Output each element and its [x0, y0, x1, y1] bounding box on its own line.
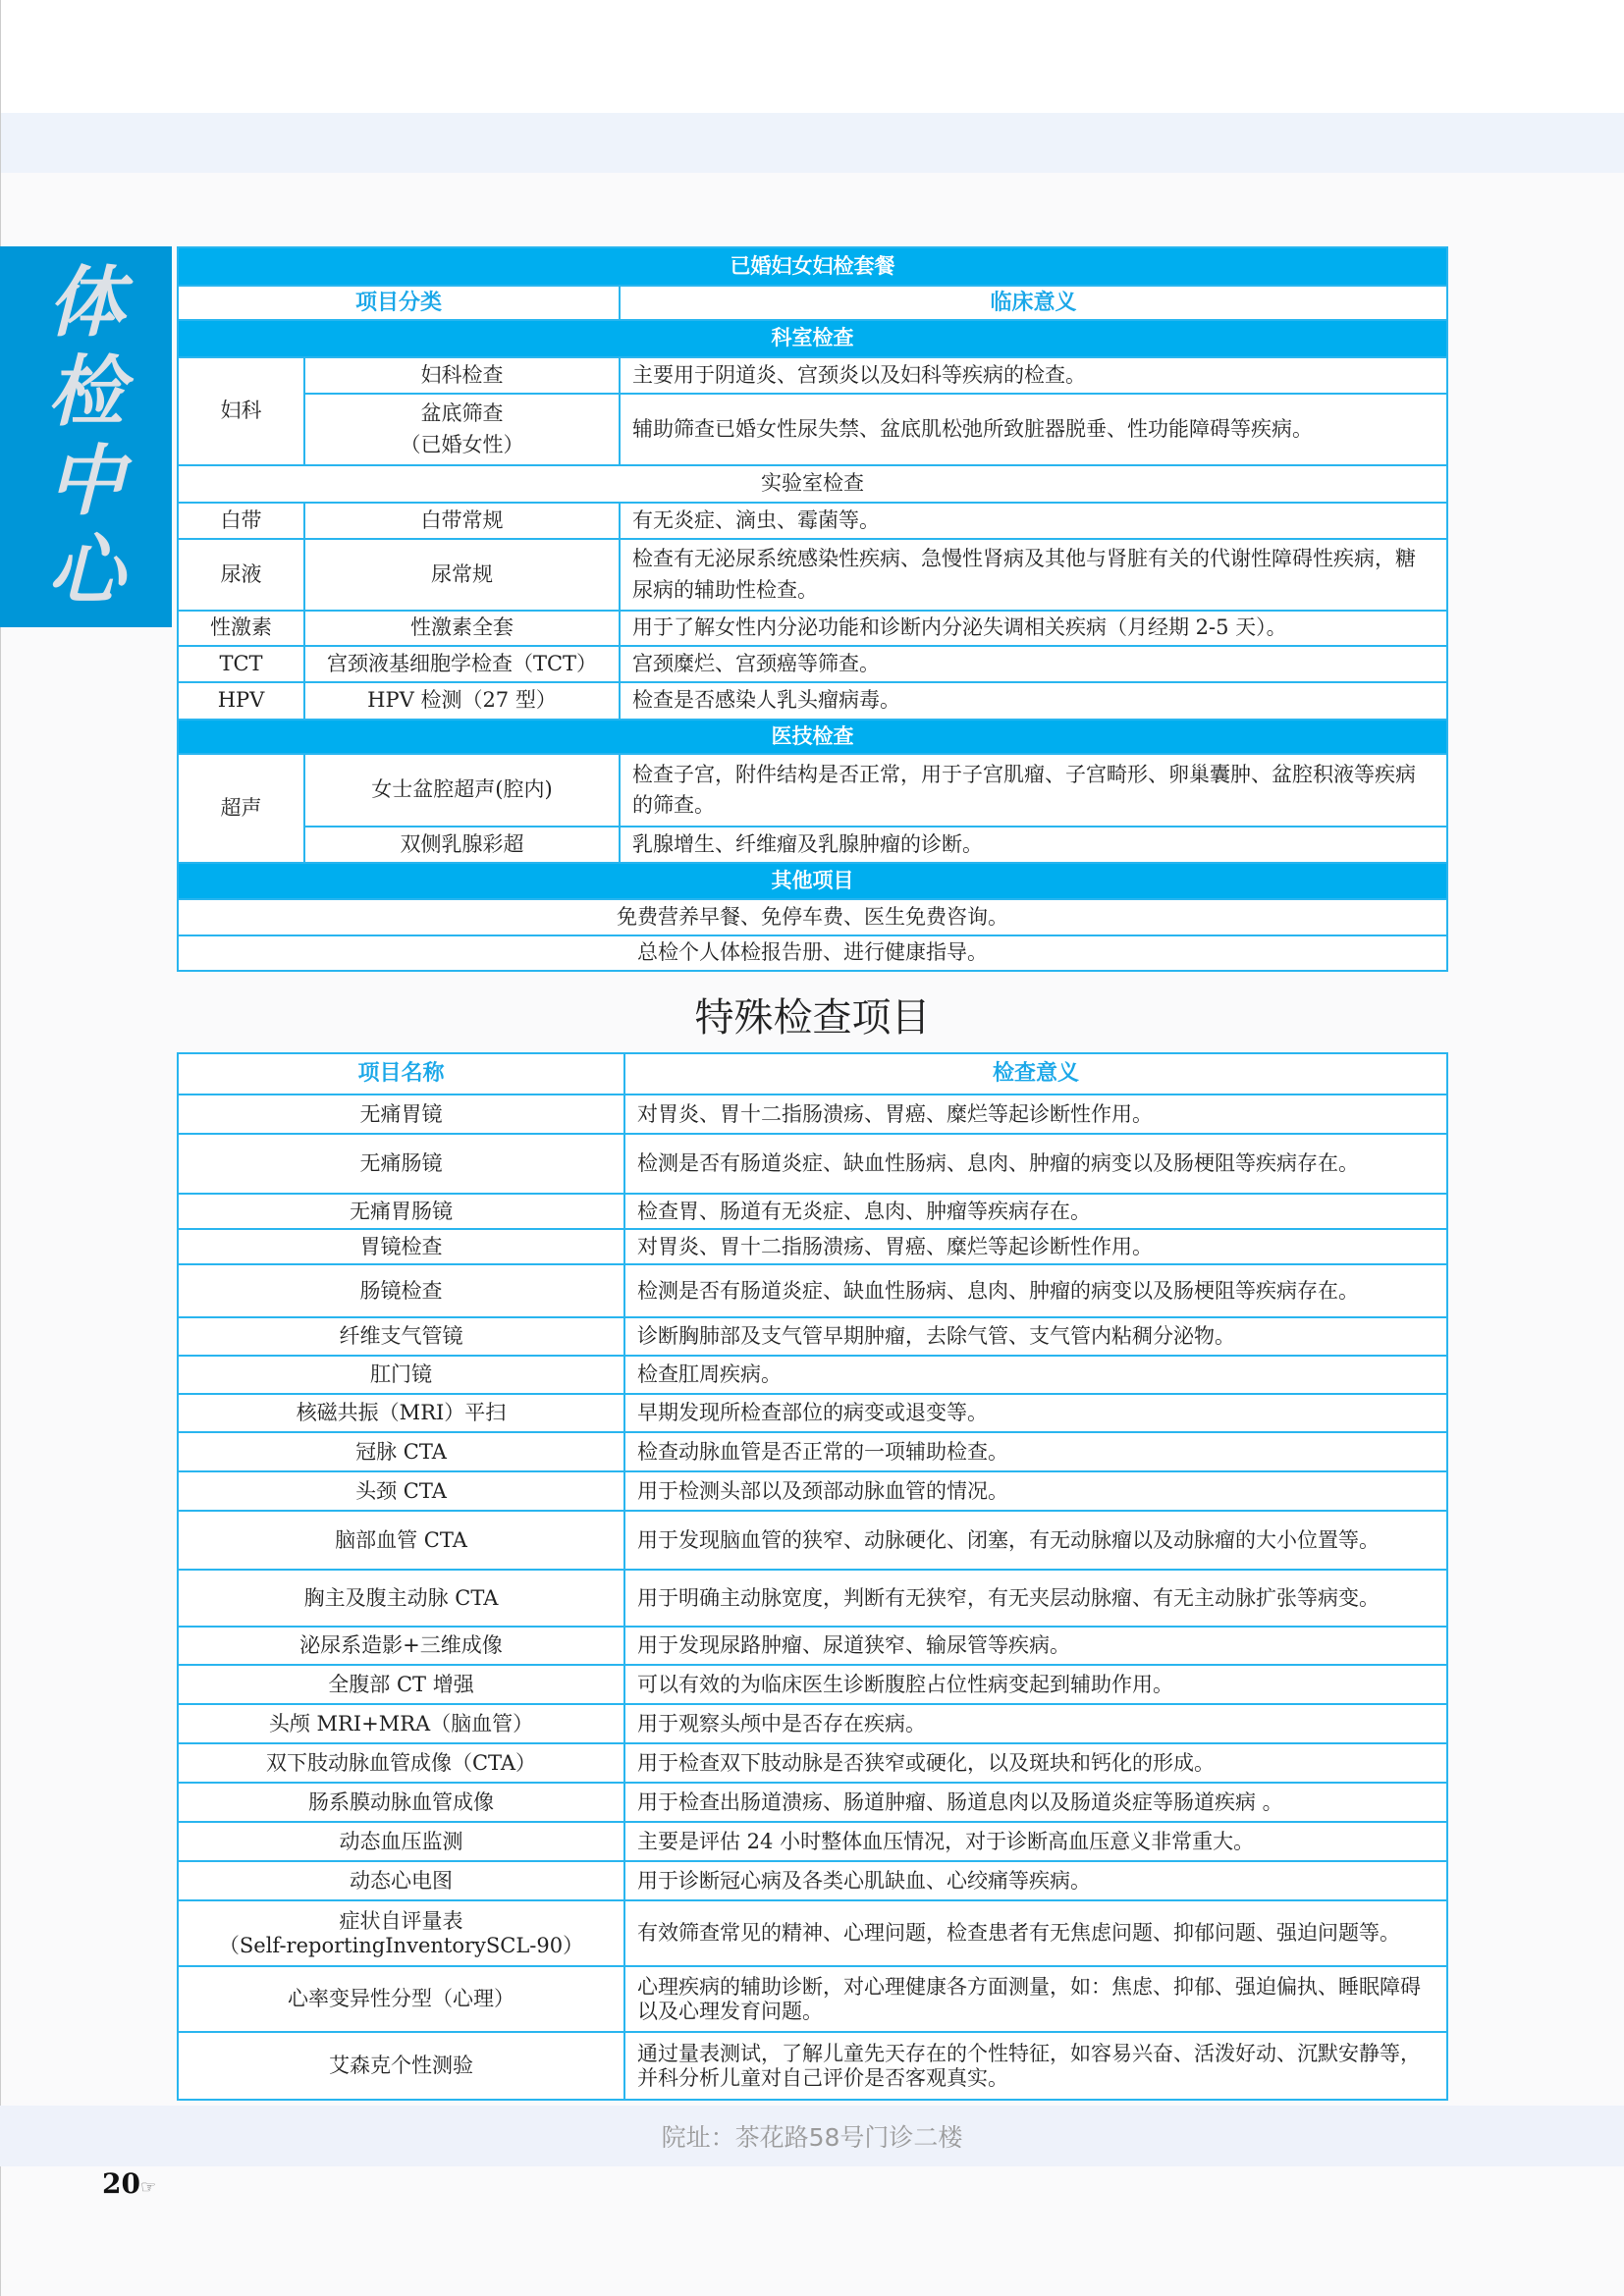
- item-name: 性激素全套: [304, 611, 620, 646]
- item-meaning: 诊断胸肺部及支气管早期肿瘤，去除气管、支气管内粘稠分泌物。: [624, 1317, 1447, 1356]
- package-table: [177, 246, 1448, 972]
- section-lab: 实验室检查: [178, 465, 1447, 503]
- table-row: [178, 1432, 1447, 1471]
- table-row: [178, 1900, 1447, 1966]
- item-meaning: 检测是否有肠道炎症、缺血性肠病、息肉、肿瘤的病变以及肠梗阻等疾病存在。: [624, 1134, 1447, 1194]
- item-name: [178, 1743, 624, 1783]
- item-name: [178, 2032, 624, 2100]
- table-row: [178, 1704, 1447, 1743]
- item-name: 宫颈液基细胞学检查（TCT）: [304, 646, 620, 682]
- special-table: [177, 1052, 1448, 2101]
- header-category: 项目分类: [178, 286, 620, 320]
- item-name: 妇科检查: [304, 357, 620, 394]
- table-row: [178, 1570, 1447, 1627]
- item-name: [178, 1194, 624, 1229]
- footer-address: 院址：茶花路58号门诊二楼: [661, 2123, 963, 2152]
- table-row: [178, 1665, 1447, 1704]
- item-meaning: 可以有效的为临床医生诊断腹腔占位性病变起到辅助作用。: [624, 1665, 1447, 1704]
- table-row: [178, 357, 1447, 394]
- item-name-line: 核磁共振（MRI）平扫: [296, 1401, 507, 1425]
- item-name-line: 全腹部 CT 增强: [328, 1672, 474, 1696]
- item-name: 尿常规: [304, 539, 620, 611]
- side-title-char: 检: [47, 347, 125, 437]
- section-other: 其他项目: [178, 863, 1447, 899]
- item-meaning: 用于发现尿路肿瘤、尿道狭窄、输尿管等疾病。: [624, 1627, 1447, 1665]
- item-meaning: 用于观察头颅中是否存在疾病。: [624, 1704, 1447, 1743]
- item-meaning: 用于检查出肠道溃疡、肠道肿瘤、肠道息肉以及肠道炎症等肠道疾病 。: [624, 1783, 1447, 1822]
- header-name: 项目名称: [178, 1053, 624, 1095]
- category-cell: TCT: [178, 646, 304, 682]
- package-title-row: [178, 247, 1447, 286]
- section-row: [178, 465, 1447, 503]
- item-name: 白带常规: [304, 503, 620, 539]
- item-name-line: 泌尿系造影+三维成像: [299, 1633, 503, 1658]
- footer-band: [0, 2106, 1624, 2166]
- item-name: [178, 1822, 624, 1861]
- table-row: [178, 1264, 1447, 1317]
- table-row: [178, 611, 1447, 646]
- table-row: [178, 1783, 1447, 1822]
- table-row: [178, 1317, 1447, 1356]
- item-name-line: 冠脉 CTA: [355, 1439, 447, 1464]
- table-row: [178, 1822, 1447, 1861]
- item-name-line: （Self-reportingInventorySCL-90）: [218, 1933, 584, 1957]
- category-cell: HPV: [178, 682, 304, 720]
- item-meaning: 有无炎症、滴虫、霉菌等。: [620, 503, 1447, 539]
- item-name-line: 动态血压监测: [339, 1829, 463, 1853]
- item-meaning: 乳腺增生、纤维瘤及乳腺肿瘤的诊断。: [620, 827, 1447, 863]
- item-meaning: 心理疾病的辅助诊断，对心理健康各方面测量，如：焦虑、抑郁、强迫偏执、睡眠障碍以及心理发育问题。: [624, 1966, 1447, 2032]
- item-name-line: 心率变异性分型（心理）: [288, 1987, 514, 2011]
- section-row: [178, 863, 1447, 899]
- item-name: [178, 1432, 624, 1471]
- item-name: [304, 394, 620, 465]
- section-row: [178, 320, 1447, 357]
- item-meaning: 通过量表测试，了解儿童先天存在的个性特征，如容易兴奋、活泼好动、沉默安静等，并科分析儿童对自己评价是否客观真实。: [624, 2032, 1447, 2100]
- table-row: [178, 1471, 1447, 1511]
- item-name: 女士盆腔超声(腔内): [304, 754, 620, 827]
- item-name-line: 动态心电图: [350, 1868, 453, 1893]
- item-name-line: 纤维支气管镜: [339, 1324, 463, 1349]
- category-cell: 性激素: [178, 611, 304, 646]
- item-name-line: 无痛胃镜: [359, 1101, 443, 1126]
- item-name: [178, 1665, 624, 1704]
- item-meaning: 用于明确主动脉宽度，判断有无狭窄，有无夹层动脉瘤、有无主动脉扩张等病变。: [624, 1570, 1447, 1627]
- side-title-char: 体: [47, 257, 125, 347]
- item-name-line: 胸主及腹主动脉 CTA: [303, 1585, 499, 1610]
- table-row: [178, 503, 1447, 539]
- item-name: [178, 1627, 624, 1665]
- table-row: [178, 1966, 1447, 2032]
- item-name-line: 盆底筛查: [420, 401, 504, 425]
- item-name: HPV 检测（27 型）: [304, 682, 620, 720]
- item-meaning: 用于发现脑血管的狭窄、动脉硬化、闭塞，有无动脉瘤以及动脉瘤的大小位置等。: [624, 1511, 1447, 1570]
- table-row: [178, 394, 1447, 465]
- header-band: [0, 113, 1624, 173]
- item-meaning: 主要用于阴道炎、宫颈炎以及妇科等疾病的检查。: [620, 357, 1447, 394]
- table-row: [178, 539, 1447, 611]
- item-name: [178, 1966, 624, 2032]
- item-meaning: 检查子宫，附件结构是否正常，用于子宫肌瘤、子宫畸形、卵巢囊肿、盆腔积液等疾病的筛查。: [620, 754, 1447, 827]
- section-row: [178, 720, 1447, 754]
- category-cell: 白带: [178, 503, 304, 539]
- item-meaning: 用于检查双下肢动脉是否狭窄或硬化，以及斑块和钙化的形成。: [624, 1743, 1447, 1783]
- section-side-title: [0, 246, 172, 627]
- item-name: [178, 1704, 624, 1743]
- item-name-line: 脑部血管 CTA: [335, 1527, 467, 1552]
- item-name: 双侧乳腺彩超: [304, 827, 620, 863]
- item-name-line: 无痛胃肠镜: [350, 1199, 453, 1223]
- item-name-line: 头颈 CTA: [355, 1478, 447, 1503]
- table-row: [178, 2032, 1447, 2100]
- item-meaning: 检查有无泌尿系统感染性疾病、急慢性肾病及其他与肾脏有关的代谢性障碍性疾病，糖尿病的辅助性检查。: [620, 539, 1447, 611]
- table-row: [178, 1194, 1447, 1229]
- item-name: [178, 1394, 624, 1432]
- header-meaning: 检查意义: [624, 1053, 1447, 1095]
- special-title: 特殊检查项目: [694, 995, 931, 1041]
- item-meaning: 检查胃、肠道有无炎症、息肉、肿瘤等疾病存在。: [624, 1194, 1447, 1229]
- item-name: [178, 1264, 624, 1317]
- item-name: [178, 1356, 624, 1394]
- item-meaning: 检查动脉血管是否正常的一项辅助检查。: [624, 1432, 1447, 1471]
- item-name: [178, 1511, 624, 1570]
- item-name: [178, 1783, 624, 1822]
- table-row: [178, 899, 1447, 935]
- item-name-line: 肠系膜动脉血管成像: [308, 1789, 494, 1814]
- table-row: [178, 1229, 1447, 1264]
- table-row: [178, 827, 1447, 863]
- item-meaning: 用于了解女性内分泌功能和诊断内分泌失调相关疾病（月经期 2-5 天）。: [620, 611, 1447, 646]
- header-meaning: 临床意义: [620, 286, 1447, 320]
- page-number-text: 20: [102, 2167, 140, 2200]
- item-name: [178, 1861, 624, 1900]
- table-row: [178, 1511, 1447, 1570]
- pointing-hand-icon: ☞: [139, 2177, 157, 2198]
- item-meaning: 有效筛查常见的精神、心理问题，检查患者有无焦虑问题、抑郁问题、强迫问题等。: [624, 1900, 1447, 1966]
- page-top-margin: [0, 0, 1624, 113]
- item-meaning: 检测是否有肠道炎症、缺血性肠病、息肉、肿瘤的病变以及肠梗阻等疾病存在。: [624, 1264, 1447, 1317]
- category-cell: 超声: [178, 754, 304, 863]
- table-row: [178, 1394, 1447, 1432]
- item-meaning: 主要是评估 24 小时整体血压情况，对于诊断高血压意义非常重大。: [624, 1822, 1447, 1861]
- item-meaning: 对胃炎、胃十二指肠溃疡、胃癌、糜烂等起诊断性作用。: [624, 1229, 1447, 1264]
- table-row: [178, 754, 1447, 827]
- item-name-line: 肛门镜: [370, 1362, 432, 1387]
- item-name: [178, 1570, 624, 1627]
- table-row: [178, 682, 1447, 720]
- item-meaning: 早期发现所检查部位的病变或退变等。: [624, 1394, 1447, 1432]
- item-name-line: 肠镜检查: [359, 1278, 443, 1303]
- side-title-char: 中: [47, 436, 125, 526]
- other-item: 总检个人体检报告册、进行健康指导。: [178, 935, 1447, 971]
- table-header-row: [178, 286, 1447, 320]
- category-cell: 尿液: [178, 539, 304, 611]
- table-row: [178, 1095, 1447, 1134]
- item-name: [178, 1095, 624, 1134]
- item-meaning: 对胃炎、胃十二指肠溃疡、胃癌、糜烂等起诊断性作用。: [624, 1095, 1447, 1134]
- item-name: [178, 1229, 624, 1264]
- package-title: 已婚妇女妇检套餐: [178, 247, 1447, 286]
- item-name-line: 艾森克个性测验: [329, 2054, 473, 2078]
- item-meaning: 辅助筛查已婚女性尿失禁、盆底肌松弛所致脏器脱垂、性功能障碍等疾病。: [620, 394, 1447, 465]
- item-name: [178, 1471, 624, 1511]
- category-cell: 妇科: [178, 357, 304, 465]
- item-meaning: 检查是否感染人乳头瘤病毒。: [620, 682, 1447, 720]
- table-header-row: [178, 1053, 1447, 1095]
- page-number: [102, 2167, 156, 2200]
- item-meaning: 检查肛周疾病。: [624, 1356, 1447, 1394]
- item-name: [178, 1900, 624, 1966]
- item-name: [178, 1134, 624, 1194]
- item-name: [178, 1317, 624, 1356]
- item-name-line: 胃镜检查: [359, 1234, 443, 1258]
- item-name-line: 头颅 MRI+MRA（脑血管）: [268, 1711, 534, 1735]
- table-row: [178, 1627, 1447, 1665]
- item-name-line: 无痛肠镜: [359, 1151, 443, 1176]
- item-meaning: 用于检测头部以及颈部动脉血管的情况。: [624, 1471, 1447, 1511]
- section-tech: 医技检查: [178, 720, 1447, 754]
- item-name-line: （已婚女性）: [400, 432, 524, 456]
- other-item: 免费营养早餐、免停车费、医生免费咨询。: [178, 899, 1447, 935]
- table-row: [178, 1743, 1447, 1783]
- item-meaning: 宫颈糜烂、宫颈癌等筛查。: [620, 646, 1447, 682]
- section-dept: 科室检查: [178, 320, 1447, 357]
- table-row: [178, 1861, 1447, 1900]
- table-row: [178, 1134, 1447, 1194]
- side-title-char: 心: [47, 525, 125, 615]
- item-name-line: 症状自评量表: [339, 1909, 463, 1934]
- item-meaning: 用于诊断冠心病及各类心肌缺血、心绞痛等疾病。: [624, 1861, 1447, 1900]
- table-row: [178, 935, 1447, 971]
- table-row: [178, 1356, 1447, 1394]
- table-row: [178, 646, 1447, 682]
- item-name-line: 双下肢动脉血管成像（CTA）: [265, 1750, 537, 1775]
